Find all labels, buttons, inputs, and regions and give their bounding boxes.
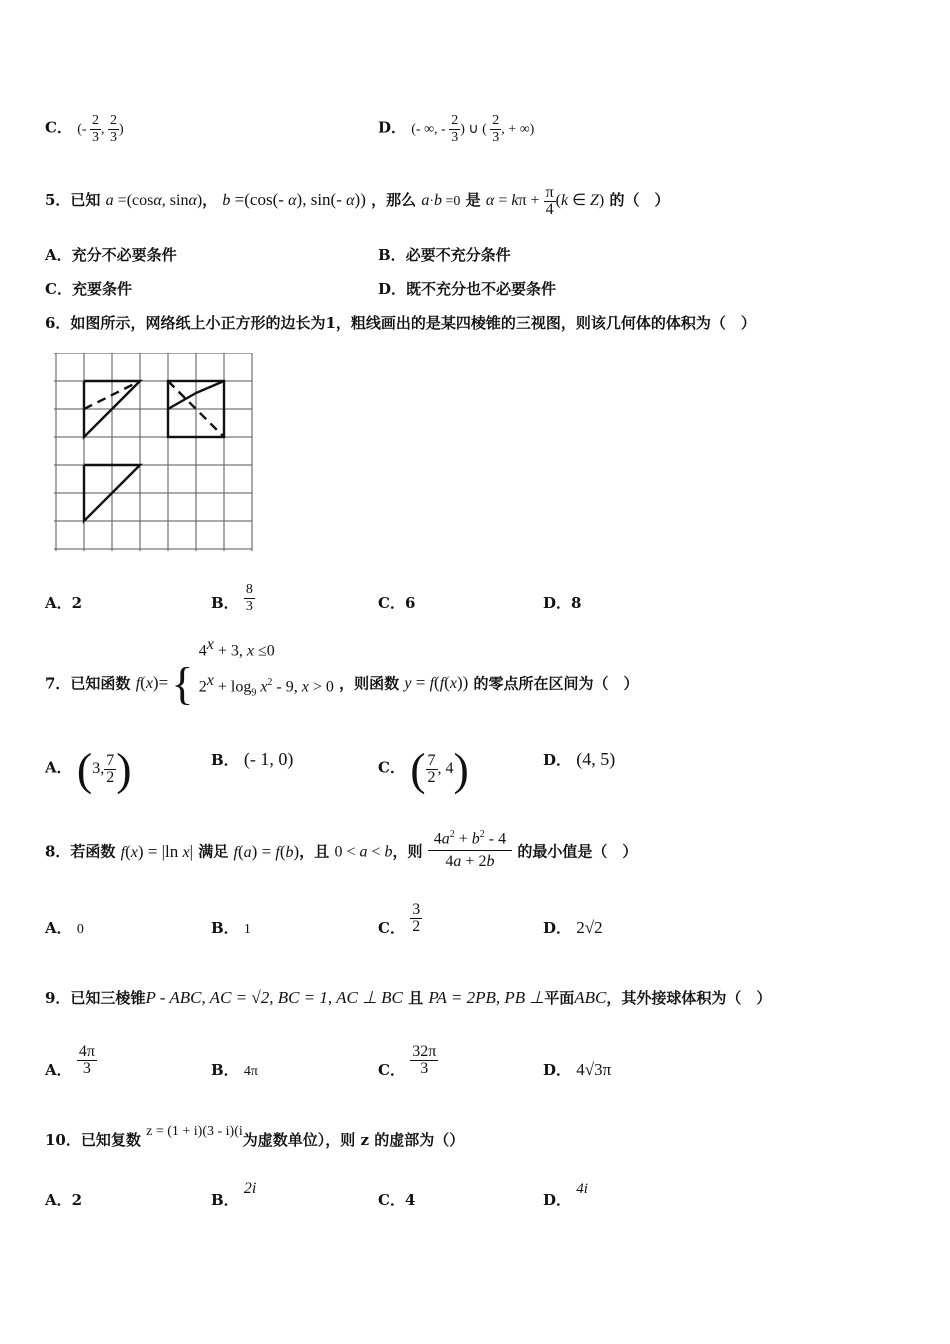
option-value: 4i	[576, 1181, 588, 1197]
q10-option-c[interactable]	[378, 1190, 415, 1210]
option-value: 4π	[243, 1064, 258, 1079]
q4-option-c-expr: (- $\frac{2}{3}$ , $\frac{2}{3}$ )	[77, 113, 124, 145]
option-value: 6	[404, 594, 416, 612]
q8-text-1: 满足	[198, 842, 229, 861]
option-label: A．	[45, 1191, 72, 1209]
q9-condition-1: P - ABC, AC = √2, BC = 1, AC ⊥ BC	[145, 988, 403, 1007]
option-label: D．	[543, 919, 572, 937]
q10-stem-prefix: 10．已知复数	[45, 1131, 141, 1149]
q7-option-a[interactable]	[45, 743, 132, 794]
option-label: A．	[45, 594, 72, 612]
q9-suffix: ，其外接球体积为（ ）	[606, 989, 772, 1007]
option-fraction: $\frac{4\pi}{3}$	[78, 1042, 95, 1077]
q10-option-a[interactable]	[45, 1190, 82, 1210]
q5-is-text: 是	[465, 191, 481, 210]
option-value: 2	[71, 594, 83, 612]
q9-condition-2: PA = 2PB, PB ⊥	[428, 988, 545, 1007]
q6-option-d[interactable]	[543, 593, 581, 613]
q6-option-c[interactable]	[378, 593, 415, 613]
q5-stem: 5．已知 a =(cosα, sinα)， b =(cos(- α), sin(- α)) ，那么 a·b =0 是 α = kπ + $\frac{\pi}{4}$ (k ∈ Z) 的（ ）	[45, 184, 670, 218]
q7-composition: y = f(f(x))	[404, 673, 469, 693]
option-expr: (4, 5)	[576, 749, 616, 769]
option-label: A．	[45, 758, 72, 777]
q9-stem	[45, 988, 771, 1008]
q6-option-b[interactable]	[211, 581, 255, 615]
option-expr: (3, $\frac{7}{2}$ )	[76, 743, 132, 794]
q5-option-c[interactable]: C．充要条件	[45, 280, 132, 298]
q8-inequality: 0 < a < b	[334, 843, 393, 861]
q6-option-a[interactable]	[45, 593, 82, 613]
q7-option-c[interactable]	[378, 743, 469, 794]
q10-option-d[interactable]	[543, 1181, 588, 1211]
option-label: B．	[211, 1191, 239, 1209]
q7-case-2: $2^x + \log_9 x^2 - 9$, x > 0	[198, 672, 334, 699]
q8-option-a[interactable]	[45, 918, 84, 940]
option-label: B．	[211, 1061, 239, 1079]
q10-suffix: 为虚数单位），则 z 的虚部为（）	[242, 1131, 465, 1149]
q7-suffix: 的零点所在区间为（ ）	[473, 674, 639, 693]
option-label: A．	[45, 919, 72, 937]
q4-option-d[interactable]	[378, 113, 534, 146]
q5-suffix: 的（ ）	[609, 191, 670, 210]
option-fraction: $\frac{8}{3}$	[245, 581, 253, 614]
option-value: 2√2	[576, 918, 603, 937]
option-label: B．	[211, 751, 239, 769]
q5-option-a[interactable]: A．充分不必要条件	[45, 246, 177, 264]
q8-text-3: ，则	[392, 842, 423, 861]
q7-function: f(x)=	[135, 673, 169, 693]
q8-function: f(x) = |ln x|	[120, 841, 194, 861]
q7-stem-prefix: 7．已知函数	[45, 674, 131, 693]
q9-option-d[interactable]	[543, 1060, 611, 1080]
q5-dot-product: a·b =0	[421, 192, 461, 210]
q8-option-b[interactable]	[211, 918, 251, 940]
q7-option-b[interactable]	[211, 749, 293, 770]
option-value: 0	[76, 922, 84, 937]
q5-vec-a: a =(cosα, sinα)	[105, 192, 203, 210]
option-label: D．	[543, 594, 572, 612]
option-label: C．	[378, 594, 405, 612]
q8-option-c[interactable]	[378, 900, 422, 938]
option-expr: (- 1, 0)	[243, 749, 294, 769]
q8-suffix: 的最小值是（ ）	[517, 842, 638, 861]
option-label: B．	[211, 594, 239, 612]
q5-option-d[interactable]: D．既不充分也不必要条件	[378, 280, 557, 298]
q5-condition: α = kπ + $\frac{\pi}{4}$ (k ∈ Z)	[485, 184, 605, 218]
q9-option-a[interactable]	[45, 1042, 97, 1080]
q9-abc: ABC	[574, 988, 607, 1007]
q7-option-d[interactable]	[543, 749, 615, 770]
q7-case-1: $4^x + 3$, x ≤0	[198, 636, 275, 660]
q9-option-c[interactable]	[378, 1042, 438, 1080]
option-value: 2	[71, 1191, 83, 1209]
q5-mid-text: ，那么	[371, 191, 417, 210]
option-label: C．	[45, 118, 72, 137]
q5-stem-prefix: 5．已知	[45, 191, 101, 210]
option-label: B．	[211, 919, 239, 937]
option-value: 4	[404, 1191, 416, 1209]
option-label: A．	[45, 1061, 72, 1079]
option-label: C．	[378, 1061, 405, 1079]
option-label: C．	[378, 758, 405, 777]
option-label: C．	[378, 1191, 405, 1209]
option-label: D．	[543, 1061, 572, 1079]
q10-expression: z = (1 + i)(3 - i)(i	[146, 1124, 243, 1139]
q9-and: 且	[408, 989, 424, 1007]
q8-stem-prefix: 8．若函数	[45, 842, 116, 861]
q10-stem	[45, 1124, 465, 1152]
option-label: D．	[543, 751, 572, 769]
q4-option-c[interactable]	[45, 113, 124, 146]
option-value: 8	[571, 594, 582, 612]
option-value: 2i	[243, 1180, 257, 1197]
q4-option-d-expr: (- ∞, - $\frac{2}{3}$ ) ∪ ( $\frac{2}{3}$ , + ∞)	[411, 113, 535, 145]
q7-mid-text: ，则函数	[339, 674, 400, 693]
q7-stem	[45, 636, 639, 710]
q9-plane-text: 平面	[544, 989, 575, 1007]
option-label: C．	[378, 919, 405, 937]
q6-stem: 6．如图所示，网络纸上小正方形的边长为1，粗线画出的是某四棱锥的三视图，则该几何体的体积为（ ）	[45, 314, 756, 332]
q8-equation: f(a) = f(b)	[233, 841, 300, 861]
q8-stem	[45, 829, 638, 873]
q8-option-d[interactable]	[543, 918, 603, 938]
option-value: 1	[243, 922, 251, 937]
q8-text-2: ，且	[299, 842, 330, 861]
option-fraction: $\frac{3}{2}$	[412, 900, 421, 935]
option-expr: ( $\frac{7}{2}$ , 4)	[410, 743, 469, 794]
q6-three-view-figure	[54, 353, 254, 553]
q5-option-b[interactable]: B．必要不充分条件	[378, 246, 511, 264]
brace: {	[171, 658, 194, 710]
q8-fraction: $\frac{4a^2 + b^2 - 4}{4a + 2b}$	[428, 824, 512, 873]
option-label: D．	[543, 1191, 572, 1209]
option-label: D．	[378, 118, 407, 137]
q9-option-b[interactable]	[211, 1060, 258, 1082]
option-value: 4√3π	[576, 1060, 612, 1079]
q5-vec-b: b =(cos(- α), sin(- α))	[222, 190, 366, 210]
q7-cases	[199, 630, 334, 709]
option-fraction: $\frac{32\pi}{3}$	[412, 1042, 437, 1077]
q9-stem-prefix: 9．已知三棱锥	[45, 989, 146, 1007]
q10-option-b[interactable]	[211, 1180, 257, 1211]
